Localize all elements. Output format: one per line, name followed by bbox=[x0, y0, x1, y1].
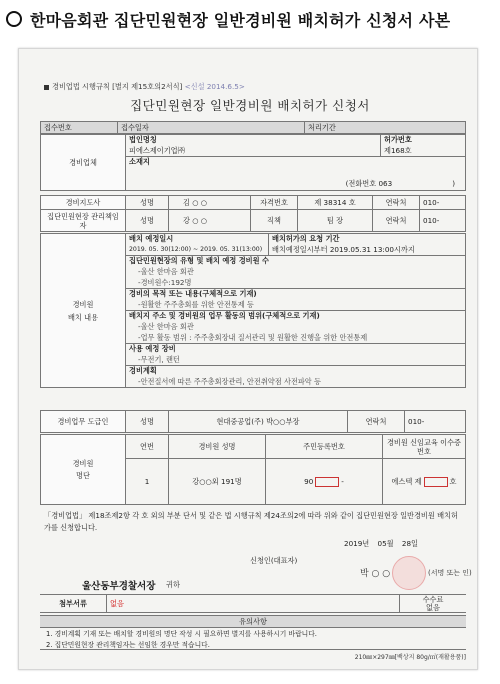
form-title: 집단민원현장 일반경비원 배치허가 신청서 bbox=[130, 98, 370, 113]
company-name-value: 피에스제이기업㈜ bbox=[126, 146, 381, 157]
deployment-table bbox=[40, 233, 466, 388]
company-table bbox=[40, 134, 466, 191]
guards-table bbox=[40, 434, 466, 505]
deployment-section-label: 경비원 배치 내용 bbox=[41, 234, 126, 388]
supervisor-contact-value: 010- bbox=[420, 196, 466, 210]
page-title: 한마음회관 집단민원현장 일반경비원 배치허가 신청서 사본 bbox=[30, 10, 451, 30]
manager-contact-label: 연락처 bbox=[373, 210, 420, 232]
supervisor-name-label: 성명 bbox=[126, 196, 169, 210]
fee-field: 수수료 없음 bbox=[400, 595, 467, 613]
phone-field: (전화번호 063 ) bbox=[126, 179, 466, 191]
paper-spec-footer: 210㎜×297㎜[백상지 80g/㎡(재활용품)] bbox=[354, 654, 466, 661]
company-section-label: 경비업체 bbox=[41, 135, 126, 191]
supervisor-contact-label: 연락처 bbox=[373, 196, 420, 210]
address-label: 소재지 bbox=[126, 157, 466, 179]
signature: 박 ○ ○ bbox=[360, 569, 391, 579]
processing-period-label: 처리기간 bbox=[305, 122, 466, 134]
attachment-table bbox=[40, 594, 466, 613]
manager-contact-value: 010- bbox=[420, 210, 466, 232]
law-revision-tag: <신설 2014.6.5> bbox=[184, 82, 245, 91]
manager-name-label: 성명 bbox=[126, 210, 169, 232]
place-item-1: -울산 한마음 회관 bbox=[126, 322, 466, 333]
attachment-label: 첨부서류 bbox=[40, 595, 107, 613]
attachment-value: 없음 bbox=[107, 595, 400, 613]
client-name-label: 성명 bbox=[126, 411, 169, 433]
client-contact-label: 연락처 bbox=[348, 411, 405, 433]
redaction-box bbox=[315, 477, 339, 487]
declaration-text: 「경비업법」 제18조제2항 각 호 외의 부분 단서 및 같은 법 시행규칙 제24조의2에 따라 위와 같이 집단민원현장 일반경비원 배치허가를 신청합니다. bbox=[44, 511, 458, 532]
request-period-label: 배치허가의 요청 기간 bbox=[269, 234, 466, 245]
recipient-honorific: 귀하 bbox=[166, 580, 180, 589]
cert-no-label: 자격번호 bbox=[251, 196, 298, 210]
note-2: 2. 집단민원현장 관리책임자는 선임한 경우만 적습니다. bbox=[46, 641, 210, 649]
signature-suffix: (서명 또는 인) bbox=[428, 569, 472, 577]
permit-no-label: 허가번호 bbox=[381, 135, 466, 146]
company-name-label: 법인명칭 bbox=[126, 135, 381, 146]
supervisor-name-value: 김 ○ ○ bbox=[169, 196, 251, 210]
bullet-circle-icon bbox=[6, 11, 22, 27]
site-type-item-2: -경비원수:192명 bbox=[126, 278, 466, 289]
receipt-no-label: 접수번호 bbox=[41, 122, 118, 134]
supervisor-table bbox=[40, 195, 466, 232]
manager-name-value: 강 ○ ○ bbox=[169, 210, 251, 232]
purpose-item: -원활한 주주총회를 위한 안전통제 등 bbox=[126, 300, 466, 311]
client-contact-value: 010- bbox=[405, 411, 466, 433]
place-label: 배치지 주소 및 경비원의 업무 활동의 범위(구체적으로 기재) bbox=[126, 311, 466, 322]
permit-no-value: 제168호 bbox=[381, 146, 466, 157]
notes-title: 유의사항 bbox=[40, 615, 466, 628]
cert-no-value: 제 38314 호 bbox=[298, 196, 373, 210]
purpose-label: 경비의 목적 또는 내용(구체적으로 기재) bbox=[126, 289, 466, 300]
equipment-item: -무전기, 랜턴 bbox=[126, 355, 466, 366]
client-table bbox=[40, 410, 466, 433]
application-date: 2019년 05월 28일 bbox=[344, 539, 418, 548]
site-type-item-1: -울산 한마음 회관 bbox=[126, 267, 466, 278]
receipt-table bbox=[40, 121, 466, 134]
client-name-value: 현대중공업(주) 박○○부장 bbox=[169, 411, 348, 433]
position-label: 직책 bbox=[251, 210, 298, 232]
guard-row-id: 90 - bbox=[266, 459, 383, 505]
receipt-date-label: 접수일자 bbox=[118, 122, 305, 134]
col-no-header: 연번 bbox=[126, 435, 169, 459]
law-reference: 경비업법 시행규칙 [별지 제15호의2서식] <신설 2014.6.5> bbox=[44, 82, 245, 92]
guard-row-no: 1 bbox=[126, 459, 169, 505]
client-section-label: 경비업무 도급인 bbox=[41, 411, 126, 433]
security-plan-label: 경비계획 bbox=[126, 366, 466, 377]
square-bullet-icon bbox=[44, 85, 49, 90]
guard-row-name: 강○○외 191명 bbox=[169, 459, 266, 505]
recipient-police: 울산동부경찰서장 bbox=[82, 581, 156, 592]
position-value: 팀 장 bbox=[298, 210, 373, 232]
equipment-label: 사용 예정 장비 bbox=[126, 344, 466, 355]
col-name-header: 경비원 성명 bbox=[169, 435, 266, 459]
page-header bbox=[6, 6, 494, 32]
redaction-box bbox=[424, 477, 448, 487]
place-item-2: -업무 활동 범위 : 주주총회장내 질서관리 및 원활한 진행을 위한 안전통제 bbox=[126, 333, 466, 344]
request-period-value: 배치예정일시부터 2019.05.31 13:00시까지 bbox=[269, 245, 466, 256]
col-id-header: 주민등록번호 bbox=[266, 435, 383, 459]
manager-section-label: 집단민원현장 관리책임자 bbox=[41, 210, 126, 232]
divider bbox=[40, 649, 466, 650]
plan-datetime-label: 배치 예정일시 bbox=[126, 234, 269, 245]
security-plan-item: -안전질서에 따른 주주총회장관리, 안전취약점 사전파악 등 bbox=[126, 377, 466, 388]
col-edu-header: 경비원 신임교육 이수증 번호 bbox=[383, 435, 466, 459]
supervisor-section-label: 경비지도사 bbox=[41, 196, 126, 210]
site-type-label: 집단민원현장의 유형 및 배치 예정 경비원 수 bbox=[126, 256, 466, 267]
applicant-label: 신청인(대표자) bbox=[250, 556, 298, 565]
guard-row-edu: 에스텍 제 호 bbox=[383, 459, 466, 505]
notes bbox=[46, 629, 317, 651]
note-1: 1. 경비계획 기재 또는 배치할 경비원의 명단 작성 시 필요하면 별지를 사용하시기 바랍니다. bbox=[46, 630, 317, 638]
plan-datetime-value: 2019. 05. 30(12:00) ~ 2019. 05. 31(13:00) bbox=[126, 245, 269, 256]
official-stamp bbox=[392, 556, 426, 590]
guards-section-label: 경비원 명단 bbox=[41, 435, 126, 505]
